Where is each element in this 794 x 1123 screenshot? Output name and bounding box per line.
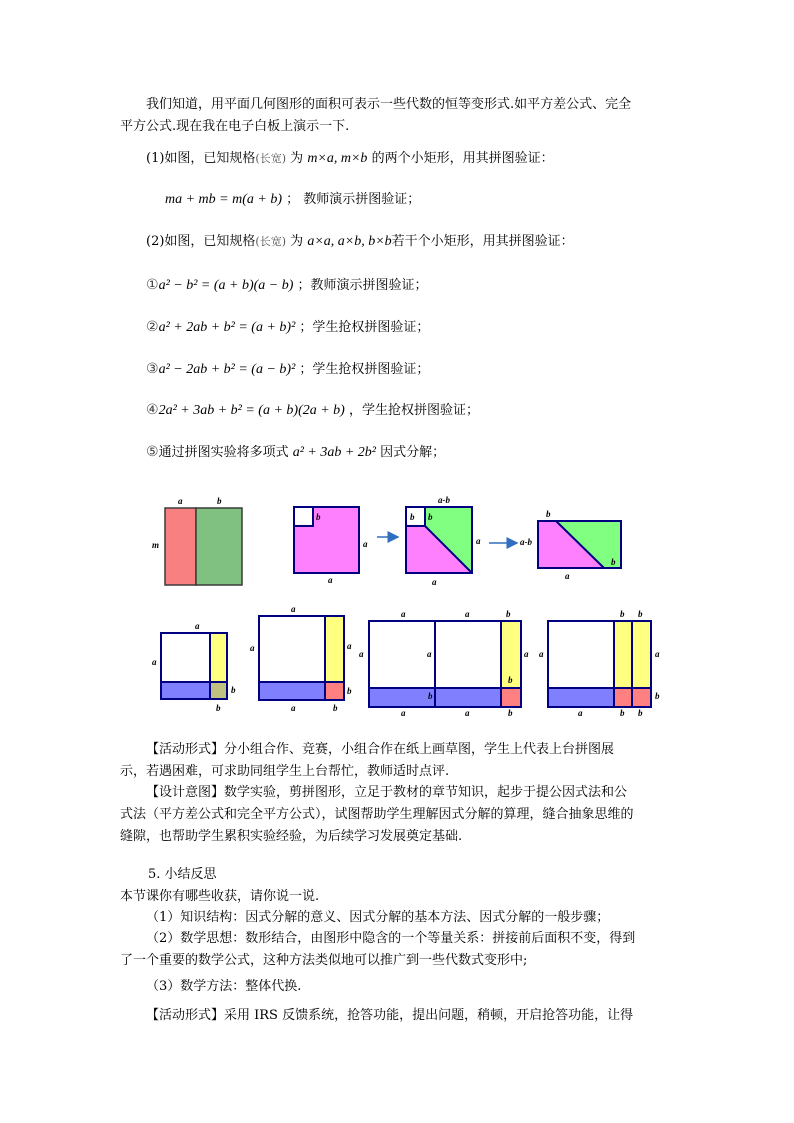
summary-point-2b: 了一个重要的数学公式，这种方法类似地可以推广到一些代数式变形中; bbox=[120, 953, 528, 968]
formula-2: ②a² + 2ab + b² = (a + b)² ；学生抢权拼图验证； bbox=[146, 319, 430, 335]
label-b: b bbox=[410, 512, 415, 522]
activity1-line-2: 示，若遇困难，可求助同组学生上台帮忙，教师适时点评. bbox=[120, 764, 450, 779]
svg-text:b: b bbox=[655, 691, 660, 701]
rect-mb bbox=[196, 508, 242, 585]
summary-point-2a: （2）数学思想：数形结合，由图形中隐含的一个等量关系：拼接前后面积不变，得到 bbox=[146, 931, 636, 946]
svg-text:a: a bbox=[250, 643, 255, 653]
figure-ma-mb bbox=[152, 496, 242, 585]
activity2-line-1: 【活动形式】采用 IRS 反馈系统，抢答功能，提出问题，稍顿，开启抢答功能，让得 bbox=[146, 1008, 634, 1023]
label-b: b bbox=[428, 512, 433, 522]
svg-text:b: b bbox=[508, 675, 513, 685]
svg-text:a: a bbox=[401, 609, 406, 619]
svg-text:b: b bbox=[620, 609, 625, 619]
summary-question: 本节课你有哪些收获，请你说一说. bbox=[120, 889, 320, 904]
svg-text:b: b bbox=[333, 703, 338, 713]
svg-text:b: b bbox=[506, 609, 511, 619]
label-a: a bbox=[178, 496, 183, 506]
label-a-minus-b: a-b bbox=[438, 495, 450, 505]
label-a: a bbox=[432, 577, 437, 587]
svg-text:b: b bbox=[216, 703, 221, 713]
figure-diagonal-cut bbox=[406, 495, 481, 587]
figure-rearranged bbox=[520, 509, 621, 581]
label-m: m bbox=[152, 540, 160, 550]
svg-text:a: a bbox=[524, 649, 529, 659]
svg-text:a: a bbox=[291, 703, 296, 713]
formula-4: ④2a² + 3ab + b² = (a + b)(2a + b) ，学生抢权拼图验证； bbox=[146, 402, 479, 418]
design-line-2: 式法（平方差公式和完全平方公式），试图帮助学生理解因式分解的算理，缝合抽象思维的 bbox=[120, 807, 634, 822]
item2-line: (2)如图，已知规格(长宽) 为 a×a, a×b, b×b若干个小矩形，用其拼图验证： bbox=[146, 234, 574, 249]
svg-text:b: b bbox=[347, 686, 352, 696]
svg-text:a: a bbox=[359, 649, 364, 659]
label-a-minus-b: a-b bbox=[520, 537, 532, 547]
svg-text:b: b bbox=[428, 691, 433, 701]
formula-1: ①a² − b² = (a + b)(a − b) ；教师演示拼图验证； bbox=[146, 277, 428, 293]
formula-5: ⑤通过拼图实验将多项式 a² + 3ab + 2b² 因式分解； bbox=[146, 444, 446, 460]
svg-text:a: a bbox=[578, 708, 583, 718]
label-a: a bbox=[476, 536, 481, 546]
svg-text:a: a bbox=[347, 641, 352, 651]
summary-point-1: （1）知识结构：因式分解的意义、因式分解的基本方法、因式分解的一般步骤； bbox=[146, 910, 610, 925]
svg-text:a: a bbox=[465, 708, 470, 718]
svg-text:b: b bbox=[508, 708, 513, 718]
svg-text:b: b bbox=[620, 708, 625, 718]
figure-a-plus-2b bbox=[539, 609, 660, 718]
formula-3: ③a² − 2ab + b² = (a − b)² ；学生抢权拼图验证； bbox=[146, 361, 430, 377]
rect-ma bbox=[165, 508, 196, 585]
svg-text:b: b bbox=[638, 708, 643, 718]
figure-2a-plus-b bbox=[359, 609, 529, 718]
svg-text:a: a bbox=[427, 649, 432, 659]
summary-heading: 5. 小结反思 bbox=[148, 867, 217, 882]
summary-point-3: （3）数学方法：整体代换. bbox=[146, 979, 302, 994]
label-b: b bbox=[217, 496, 222, 506]
design-line-3: 缝隙，也帮助学生累积实验经验，为后续学习发展奠定基础. bbox=[120, 829, 463, 844]
item1-line: (1)如图，已知规格(长宽) 为 m×a, m×b 的两个小矩形，用其拼图验证： bbox=[146, 151, 554, 166]
label-b: b bbox=[611, 557, 616, 567]
svg-text:a: a bbox=[195, 621, 200, 631]
svg-text:b: b bbox=[638, 609, 643, 619]
label-b: b bbox=[546, 509, 551, 519]
svg-text:a: a bbox=[655, 649, 660, 659]
label-a: a bbox=[363, 539, 368, 549]
figure-a-plus-b-square-small bbox=[152, 621, 236, 713]
square-b bbox=[294, 507, 313, 526]
svg-text:a: a bbox=[465, 609, 470, 619]
square-b bbox=[406, 507, 425, 526]
svg-text:a: a bbox=[539, 649, 544, 659]
activity1-line-1: 【活动形式】分小组合作、竞赛，小组合作在纸上画草图，学生上代表上台拼图展 bbox=[146, 742, 615, 757]
svg-text:a: a bbox=[152, 657, 157, 667]
svg-text:a: a bbox=[291, 604, 296, 614]
figure-square-cut bbox=[294, 507, 368, 585]
item1-formula: ma + mb = m(a + b) ； 教师演示拼图验证； bbox=[165, 192, 421, 207]
figure-a-plus-b-square bbox=[250, 604, 352, 713]
svg-text:b: b bbox=[231, 685, 236, 695]
design-line-1: 【设计意图】数学实验，剪拼图形，立足于教材的章节知识，起步于提公因式法和公 bbox=[146, 785, 628, 800]
label-a: a bbox=[328, 575, 333, 585]
intro-line-2: 平方公式.现在我在电子白板上演示一下. bbox=[120, 119, 350, 134]
svg-text:a: a bbox=[401, 708, 406, 718]
label-a: a bbox=[565, 571, 570, 581]
intro-line-1: 我们知道，用平面几何图形的面积可表示一些代数的恒等变形式.如平方差公式、完全 bbox=[146, 97, 632, 112]
label-b: b bbox=[316, 512, 321, 522]
